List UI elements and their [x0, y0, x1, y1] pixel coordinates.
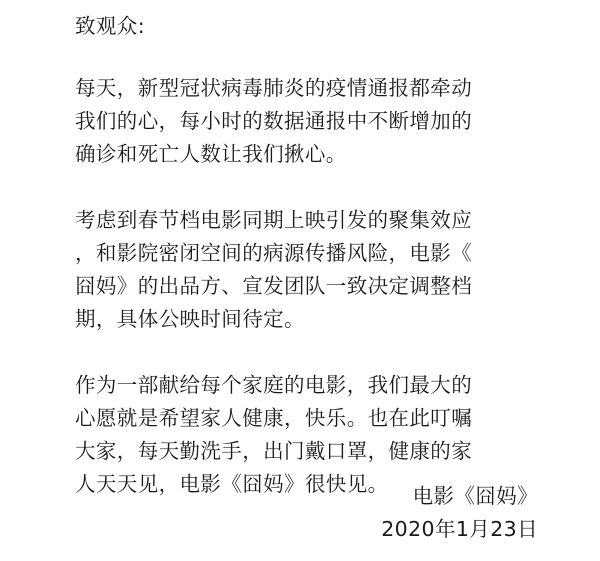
paragraph-line: 囧妈》的出品方、宣发团队一致决定调整档: [75, 274, 473, 298]
paragraph-line: 我们的心，每小时的数据通报中不断增加的: [75, 109, 473, 133]
paragraph-line: ，和影院密闭空间的病源传播风险，电影《: [75, 241, 473, 265]
paragraph-line: 期，具体公映时间待定。: [75, 307, 305, 331]
paragraph-line: 确诊和死亡人数让我们揪心。: [75, 142, 347, 166]
paragraph-line: 心愿就是希望家人健康，快乐。也在此叮嘱: [75, 406, 473, 430]
paragraph-line: 大家，每天勤洗手，出门戴口罩，健康的家: [75, 439, 473, 463]
salutation: 致观众:: [75, 14, 146, 38]
paragraph-2: [75, 204, 565, 336]
paragraph-line: 人天天见，电影《囧妈》很快见。: [75, 472, 389, 496]
signature-sender: 电影《囧妈》: [412, 484, 538, 508]
signature-date: 2020年1月23日: [381, 517, 538, 541]
signature-block: [381, 480, 538, 546]
paragraph-line: 考虑到春节档电影同期上映引发的聚集效应: [75, 208, 473, 232]
paragraph-line: 每天，新型冠状病毒肺炎的疫情通报都牵动: [75, 76, 473, 100]
paragraph-line: 作为一部献给每个家庭的电影，我们最大的: [75, 373, 473, 397]
paragraph-1: [75, 72, 565, 171]
letter-body: [75, 0, 565, 501]
